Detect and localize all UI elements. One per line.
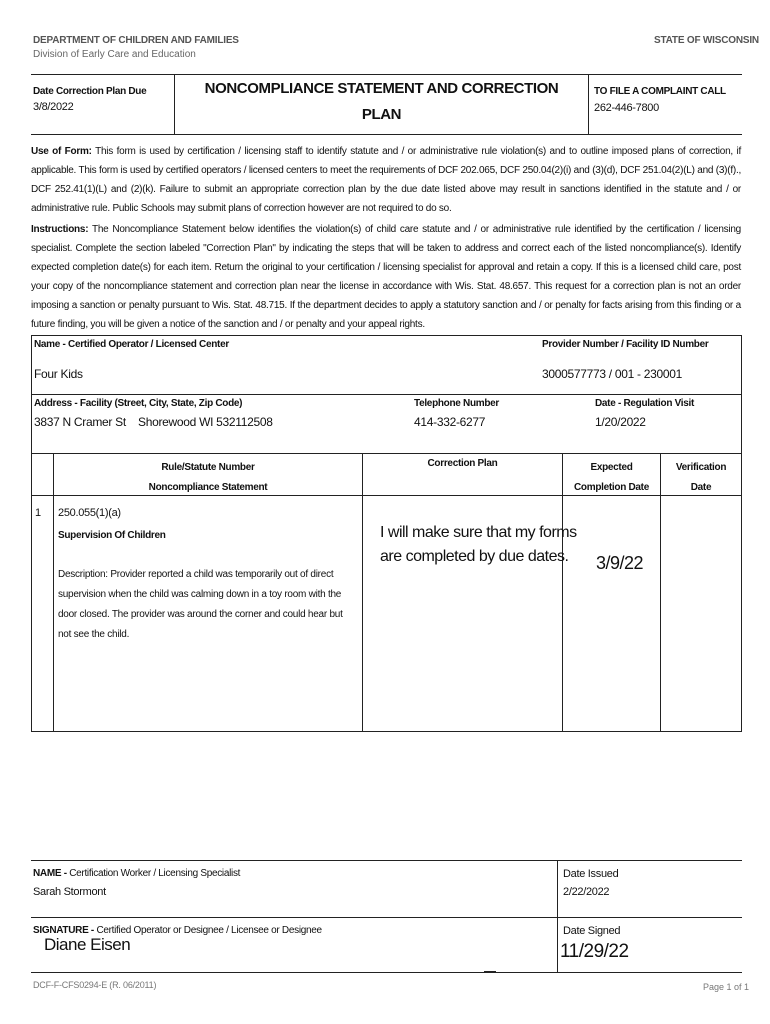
signature-label-rest: Certified Operator or Designee / Licensee or Designee (93, 925, 322, 936)
provider-id-label: Provider Number / Facility ID Number (542, 339, 709, 350)
correction-plan-text (380, 521, 577, 569)
plan-due-label: Date Correction Plan Due (33, 86, 147, 97)
provider-name: Four Kids (34, 367, 83, 381)
divider (362, 453, 363, 731)
divider (588, 74, 589, 134)
worker-label (33, 868, 240, 879)
date-issued-label: Date Issued (563, 868, 619, 880)
instructions-heading: Instructions: (31, 224, 89, 235)
divider (31, 917, 742, 918)
facility-phone: 414-332-6277 (414, 415, 486, 429)
worker-label-bold: NAME - (33, 868, 67, 879)
correction-plan-line2: are completed by due dates. (380, 548, 569, 565)
divider (31, 453, 742, 454)
divider (31, 134, 742, 135)
divider (31, 74, 742, 75)
divider (31, 394, 742, 395)
expected-completion-date: 3/9/22 (596, 553, 644, 573)
form-title-line2: PLAN (361, 106, 402, 123)
signature-label-bold: SIGNATURE - (33, 925, 94, 936)
col-header-rule (54, 458, 362, 498)
divider (31, 731, 742, 732)
visit-date-label: Date - Regulation Visit (595, 398, 695, 409)
col-header-plan: Correction Plan (427, 458, 498, 469)
department-name: DEPARTMENT OF CHILDREN AND FAMILIES (33, 35, 239, 46)
divider (31, 335, 742, 336)
noncompliance-description: Description: Provider reported a child was temporarily out of direct supervision when the child was calming down in a toy room with the door closed. The provider was around the corner and could hear but not see the child. (58, 569, 343, 640)
instructions-text: The Noncompliance Statement below identifies the violation(s) of child care statute and / or administrative rule identified by the certification / licensing specialist. Complete the section labeled "Correction Plan" by indicating the steps that will be taken to address and correct each of the listed noncompliance(s). Identify expected completion date(s) for each item. Return the original to your certification / licensing specialist for approval and retain a copy. If this is a licensed child care, post your copy of the noncompliance statement and correction plan near the license in accordance with Wis. Stat. 48.657. This request for a correction plan is not an order imposing a sanction or penalty pursuant to Wis. Stat. 48.715. If the department decides to apply a statutory sanction and / or penalty for facts arising from this finding or a future finding, you will be given a notice of the sanction and / or penalty and your appeal rights. (31, 224, 741, 330)
col-header-rule-line1: Rule/Statute Number (161, 462, 255, 473)
use-of-form-paragraph (31, 142, 741, 218)
page-number: Page 1 of 1 (703, 982, 750, 992)
date-issued: 2/22/2022 (563, 886, 610, 898)
state-name: STATE OF WISCONSIN (654, 35, 759, 46)
date-signed-label: Date Signed (563, 925, 621, 937)
instructions-paragraph (31, 220, 741, 334)
divider (557, 917, 558, 972)
complaint-label: TO FILE A COMPLAINT CALL (594, 86, 726, 97)
form-code: DCF-F-CFS0294-E (R. 06/2011) (33, 980, 157, 990)
visit-date: 1/20/2022 (595, 415, 646, 429)
plan-due-value: 3/8/2022 (33, 101, 74, 113)
telephone-label: Telephone Number (414, 398, 500, 409)
col-header-verification-line1: Verification (675, 462, 727, 473)
col-header-verification (661, 458, 741, 498)
divider (557, 860, 558, 917)
divider (484, 971, 496, 973)
col-header-expected-line1: Expected (590, 462, 633, 473)
use-of-form-text: This form is used by certification / licensing staff to identify statute and / or administrative rule violation(s) and to outline imposed plans of correction, if applicable. This form is used by certified operators / licensed centers to meet the requirements of DCF 202.065, DCF 250.04(2)(i) and (3)(d), DCF 251.04(2)(L) and (3)(f)., DCF 252.41(1)(L) and (2)(k). Failure to submit an appropriate correction plan by the due date listed above may result in sanctions identified in the statute and / or administrative rule. Public Schools may submit plans of correction however are not required to do so. (31, 146, 741, 214)
col-header-verification-line2: Date (690, 482, 712, 493)
address-label: Address - Facility (Street, City, State, Zip Code) (34, 398, 243, 409)
rule-title: Supervision Of Children (58, 530, 166, 541)
rule-number: 250.055(1)(a) (58, 507, 121, 519)
complaint-phone: 262-446-7800 (594, 102, 659, 114)
worker-name: Sarah Stormont (33, 886, 106, 898)
divider (31, 972, 742, 973)
facility-address: 3837 N Cramer St Shorewood WI 532112508 (34, 415, 273, 429)
form-title-line1: NONCOMPLIANCE STATEMENT AND CORRECTION (204, 80, 559, 97)
use-of-form-heading: Use of Form: (31, 146, 92, 157)
form-title (175, 76, 588, 128)
worker-label-rest: Certification Worker / Licensing Specialist (66, 868, 241, 879)
signature-name: Diane Eisen (44, 935, 131, 954)
col-header-rule-line2: Noncompliance Statement (148, 482, 268, 493)
provider-id: 3000577773 / 001 - 230001 (542, 367, 682, 381)
col-header-expected (563, 458, 660, 498)
date-signed: 11/29/22 (560, 941, 629, 962)
row-number: 1 (35, 507, 41, 519)
divider (31, 860, 742, 861)
division-name: Division of Early Care and Education (33, 49, 196, 60)
col-header-expected-line2: Completion Date (574, 482, 649, 493)
provider-name-label: Name - Certified Operator / Licensed Center (34, 339, 229, 350)
correction-plan-line1: I will make sure that my forms (380, 524, 577, 541)
